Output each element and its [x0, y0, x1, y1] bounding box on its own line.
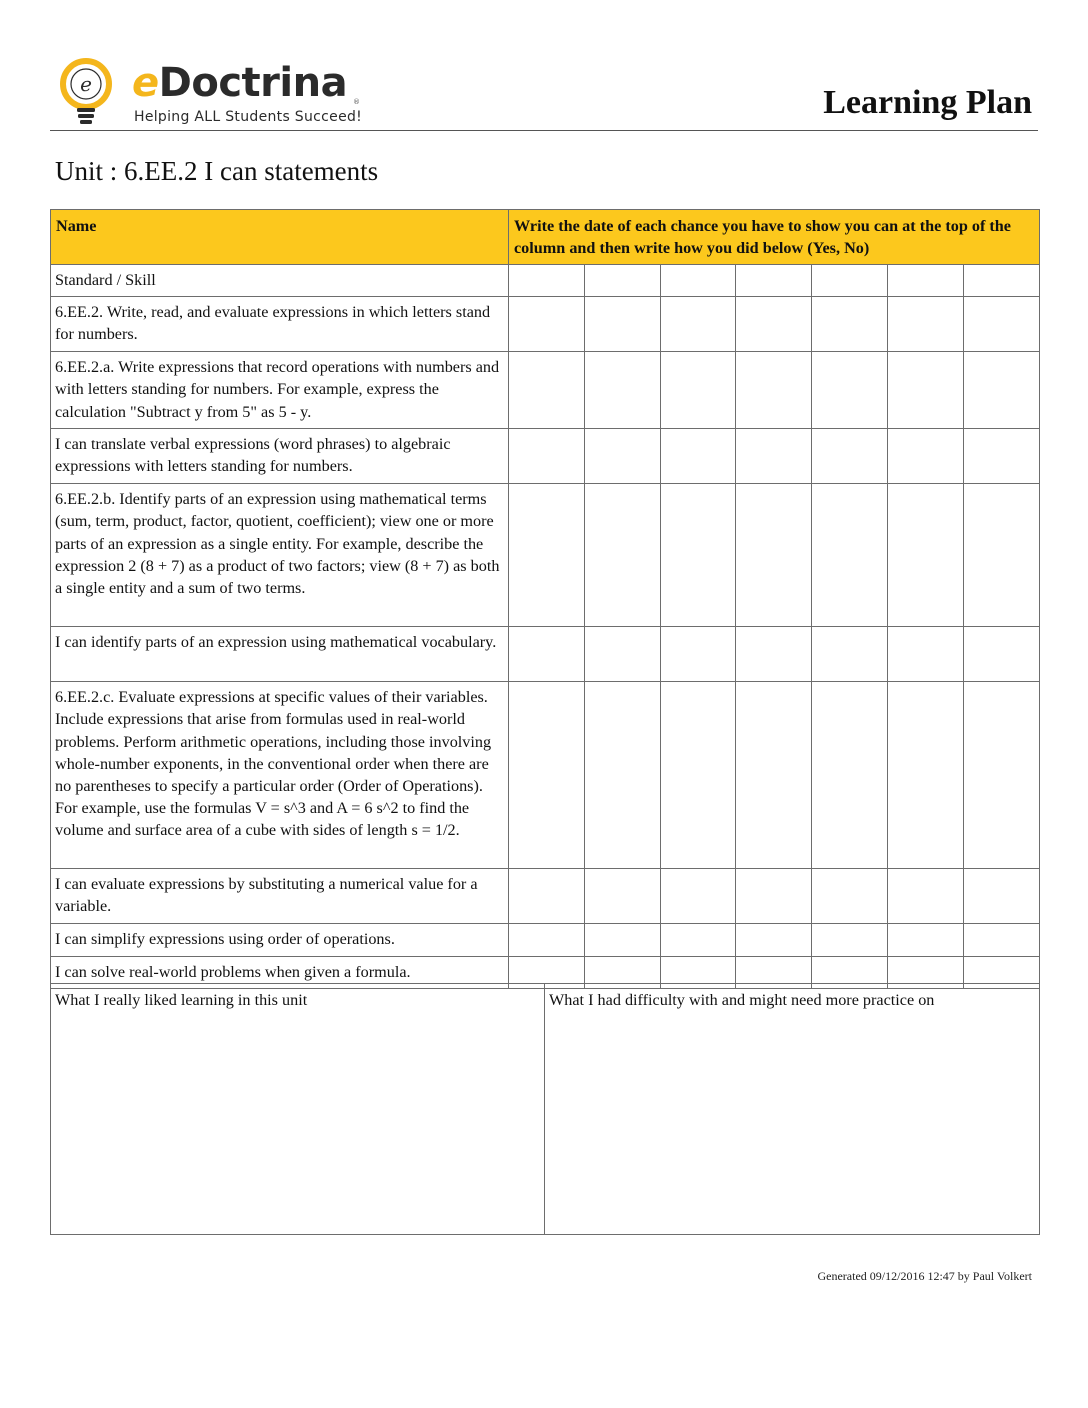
result-entry-cell[interactable] [736, 924, 812, 957]
date-entry-cell[interactable] [964, 265, 1040, 297]
result-entry-cell[interactable] [509, 352, 585, 429]
result-entry-cell[interactable] [812, 297, 888, 352]
reflection-table [50, 983, 1040, 1235]
skill-statement: I can solve real-world problems when given a formula. [51, 957, 509, 989]
result-entry-cell[interactable] [661, 484, 736, 627]
result-entry-cell[interactable] [964, 297, 1040, 352]
result-entry-cell[interactable] [585, 682, 661, 869]
result-entry-cell[interactable] [964, 429, 1040, 484]
learning-plan-table [50, 209, 1040, 989]
result-entry-cell[interactable] [812, 924, 888, 957]
result-entry-cell[interactable] [661, 297, 736, 352]
result-entry-cell[interactable] [509, 297, 585, 352]
result-entry-cell[interactable] [888, 297, 964, 352]
table-row [51, 682, 1040, 869]
result-entry-cell[interactable] [888, 627, 964, 682]
result-entry-cell[interactable] [509, 627, 585, 682]
result-entry-cell[interactable] [736, 352, 812, 429]
result-entry-cell[interactable] [888, 869, 964, 924]
result-entry-cell[interactable] [736, 484, 812, 627]
result-entry-cell[interactable] [661, 627, 736, 682]
brand-tagline: Helping ALL Students Succeed! [134, 109, 363, 125]
result-entry-cell[interactable] [964, 924, 1040, 957]
liked-learning-box[interactable] [51, 984, 545, 1235]
skill-statement: I can simplify expressions using order of operations. [51, 924, 509, 957]
generated-footer: Generated 09/12/2016 12:47 by Paul Volkert [817, 1269, 1032, 1283]
skill-statement: I can translate verbal expressions (word phrases) to algebraic expressions with letters standing for numbers. [51, 429, 509, 484]
result-entry-cell[interactable] [661, 429, 736, 484]
standard-skill-label: Standard / Skill [51, 265, 509, 297]
date-entry-cell[interactable] [661, 265, 736, 297]
result-entry-cell[interactable] [509, 429, 585, 484]
date-entry-cell[interactable] [736, 265, 812, 297]
result-entry-cell[interactable] [812, 352, 888, 429]
result-entry-cell[interactable] [812, 429, 888, 484]
page-header [50, 50, 1038, 131]
result-entry-cell[interactable] [585, 924, 661, 957]
table-row [51, 869, 1040, 924]
skill-statement: 6.EE.2.c. Evaluate expressions at specific values of their variables. Include expressions that arise from formulas used in real-world problems. Perform arithmetic operations, including those involving whole-number exponents, in the conventional order when there are no parentheses to specify a particular order (Order of Operations). For example, use the formulas V = s^3 and A = 6 s^2 to find the volume and surface area of a cube with sides of length s = 1/2. [51, 682, 509, 869]
table-header-row [51, 210, 1040, 265]
table-row [51, 924, 1040, 957]
result-entry-cell[interactable] [661, 924, 736, 957]
result-entry-cell[interactable] [585, 627, 661, 682]
table-row [51, 429, 1040, 484]
result-entry-cell[interactable] [585, 352, 661, 429]
brand-name-prefix: e [132, 60, 159, 106]
result-entry-cell[interactable] [812, 484, 888, 627]
result-entry-cell[interactable] [661, 682, 736, 869]
result-entry-cell[interactable] [736, 297, 812, 352]
result-entry-cell[interactable] [585, 484, 661, 627]
header-instructions: Write the date of each chance you have to show you can at the top of the column and then write how you did below (Yes, No) [509, 210, 1040, 265]
result-entry-cell[interactable] [736, 627, 812, 682]
unit-title: Unit : 6.EE.2 I can statements [55, 156, 379, 186]
header-name: Name [51, 210, 509, 265]
result-entry-cell[interactable] [888, 484, 964, 627]
date-entry-cell[interactable] [585, 265, 661, 297]
result-entry-cell[interactable] [509, 484, 585, 627]
date-entry-cell[interactable] [812, 265, 888, 297]
result-entry-cell[interactable] [736, 682, 812, 869]
result-entry-cell[interactable] [736, 869, 812, 924]
edoctrina-logo [54, 54, 374, 128]
result-entry-cell[interactable] [888, 682, 964, 869]
result-entry-cell[interactable] [888, 429, 964, 484]
result-entry-cell[interactable] [736, 429, 812, 484]
result-entry-cell[interactable] [964, 869, 1040, 924]
registered-mark: ® [353, 98, 360, 106]
table-row [51, 297, 1040, 352]
result-entry-cell[interactable] [812, 627, 888, 682]
result-entry-cell[interactable] [888, 924, 964, 957]
table-row [51, 484, 1040, 627]
result-entry-cell[interactable] [509, 682, 585, 869]
page-title: Learning Plan [823, 84, 1032, 121]
skill-statement: I can identify parts of an expression using mathematical vocabulary. [51, 627, 509, 682]
result-entry-cell[interactable] [661, 352, 736, 429]
date-entry-cell[interactable] [888, 265, 964, 297]
difficulty-box[interactable] [545, 984, 1040, 1235]
difficulty-label: What I had difficulty with and might need more practice on [549, 991, 935, 1009]
result-entry-cell[interactable] [964, 682, 1040, 869]
skill-statement: 6.EE.2.a. Write expressions that record operations with numbers and with letters standing for numbers. For example, express the calculation "Subtract y from 5" as 5 - y. [51, 352, 509, 429]
result-entry-cell[interactable] [812, 682, 888, 869]
skill-statement: I can evaluate expressions by substituting a numerical value for a variable. [51, 869, 509, 924]
lightbulb-icon [58, 58, 114, 126]
result-entry-cell[interactable] [585, 869, 661, 924]
table-row [51, 352, 1040, 429]
result-entry-cell[interactable] [812, 869, 888, 924]
liked-learning-label: What I really liked learning in this unit [55, 991, 308, 1009]
logo-letter: e [80, 72, 92, 96]
result-entry-cell[interactable] [509, 924, 585, 957]
table-row [51, 627, 1040, 682]
skill-statement: 6.EE.2. Write, read, and evaluate expressions in which letters stand for numbers. [51, 297, 509, 352]
result-entry-cell[interactable] [509, 869, 585, 924]
result-entry-cell[interactable] [585, 429, 661, 484]
brand-name [132, 60, 347, 106]
date-entry-cell[interactable] [509, 265, 585, 297]
result-entry-cell[interactable] [964, 484, 1040, 627]
skill-statement: 6.EE.2.b. Identify parts of an expression using mathematical terms (sum, term, product, factor, quotient, coefficient); view one or more parts of an expression as a single entity. For example, describe the expression 2 (8 + 7) as a product of two factors; view (8 + 7) as both a single entity and a sum of two terms. [51, 484, 509, 627]
brand-name-rest: Doctrina [158, 60, 348, 106]
result-entry-cell[interactable] [964, 627, 1040, 682]
result-entry-cell[interactable] [888, 352, 964, 429]
result-entry-cell[interactable] [585, 297, 661, 352]
result-entry-cell[interactable] [964, 352, 1040, 429]
result-entry-cell[interactable] [661, 869, 736, 924]
table-row [51, 265, 1040, 297]
